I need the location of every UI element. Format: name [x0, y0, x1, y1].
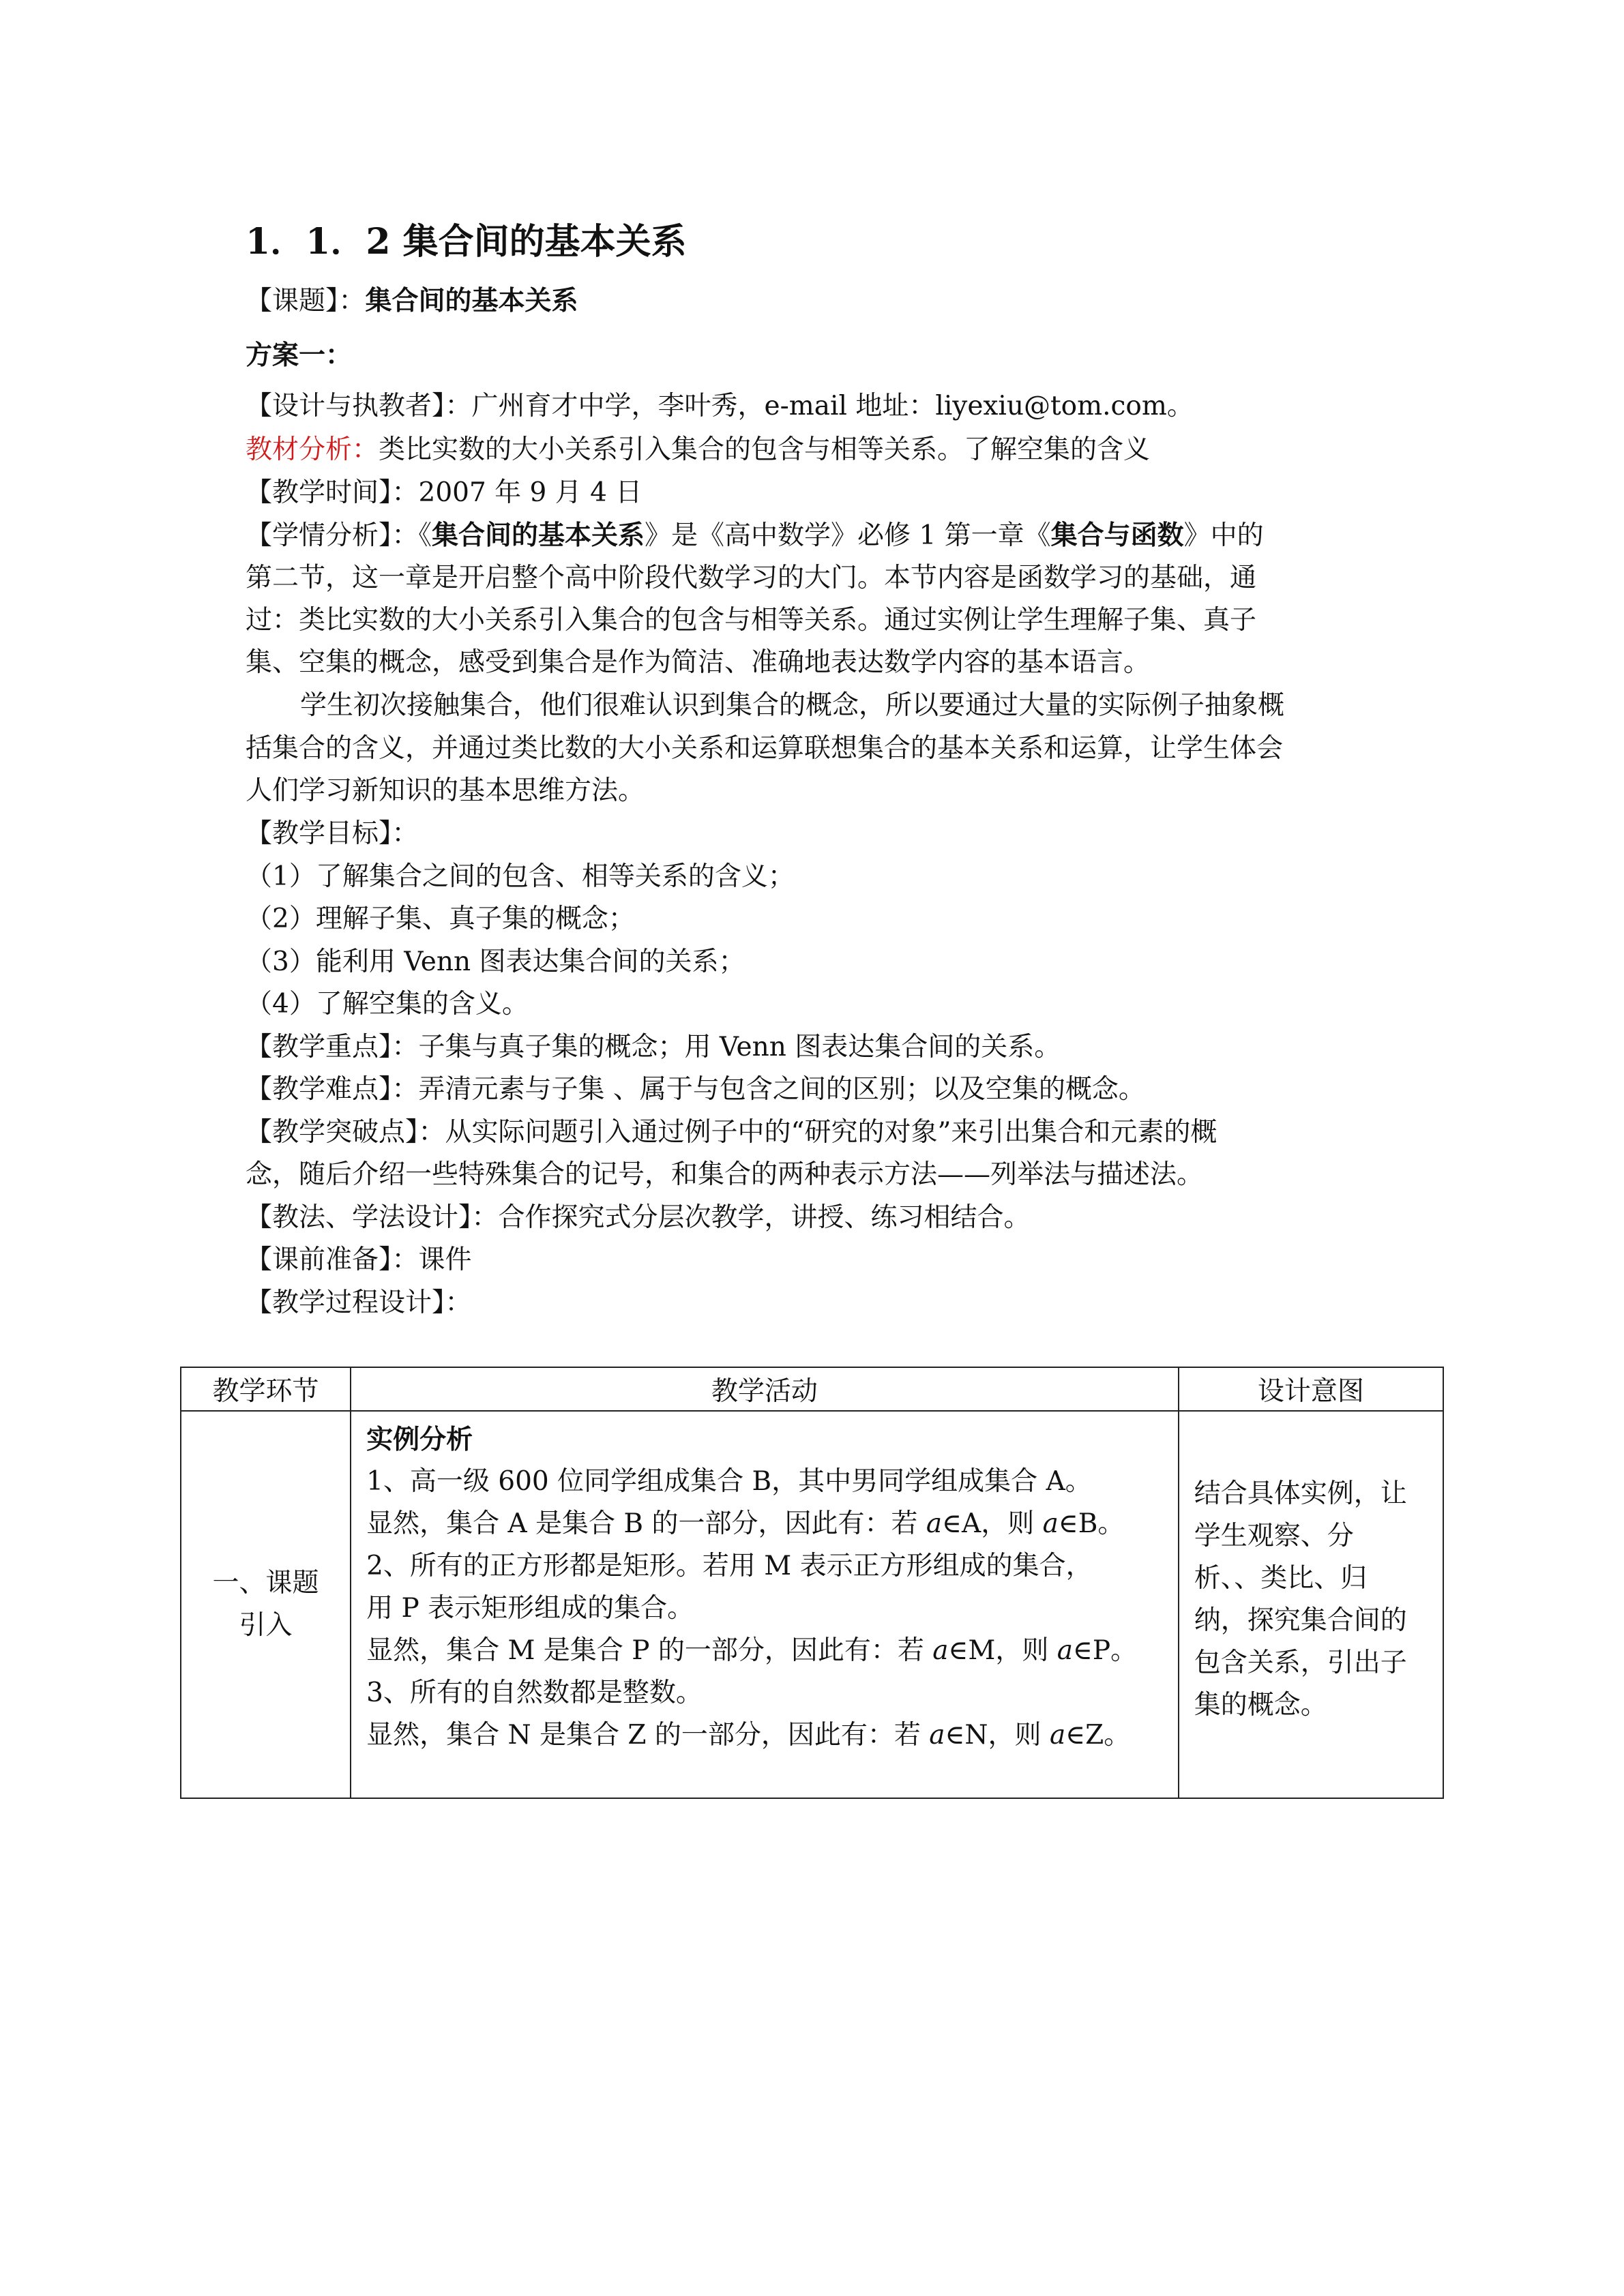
activity-text: ∈Z。: [1065, 1720, 1131, 1750]
learner-text: 《: [418, 520, 432, 551]
activity-text: ∈M，则: [948, 1635, 1057, 1666]
learner-para2-line-1: 学生初次接触集合，他们很难认识到集合的概念，所以要通过大量的实际例子抽象概: [300, 690, 1285, 721]
key-points-value: 子集与真子集的概念；用 Venn 图表达集合间的关系。: [418, 1032, 1061, 1062]
methods-line: [246, 1204, 1031, 1231]
learner-para2-line-2: 括集合的含义，并通过类比数的大小关系和运算联想集合的基本关系和运算，让学生体会: [246, 733, 1284, 764]
material-analysis-label: 教材分析：: [246, 434, 379, 465]
learner-text: 》是《高中数学》必修 1 第一章《: [645, 520, 1051, 551]
activity-line-3: 2、所有的正方形都是矩形。若用 M 表示正方形组成的集合，: [366, 1551, 1093, 1581]
activity-line-6: 3、所有的自然数都是整数。: [366, 1678, 703, 1708]
header-activity: 教学活动: [351, 1367, 1179, 1411]
activity-text: ∈N，则: [945, 1720, 1050, 1750]
goal-item-3: （3）能利用 Venn 图表达集合间的关系；: [246, 946, 745, 977]
activity-text: ∈A，则: [942, 1508, 1043, 1539]
intent-line-4: 纳，探究集合间的: [1194, 1605, 1407, 1636]
goals-label: 【教学目标】：: [246, 818, 419, 849]
key-points-line: [246, 1034, 1061, 1060]
material-analysis-value: 类比实数的大小关系引入集合的包含与相等关系。了解空集的含义: [379, 434, 1151, 465]
activity-text: ∈P。: [1072, 1635, 1138, 1666]
page-title: 1．1．2 集合间的基本关系: [246, 221, 687, 263]
methods-value: 合作探究式分层次教学，讲授、练习相结合。: [498, 1202, 1031, 1233]
preparation-value: 课件: [418, 1244, 472, 1275]
table-header-row: [181, 1367, 1443, 1411]
goal-item-2: （2）理解子集、真子集的概念；: [246, 904, 635, 934]
activity-text: 显然，集合 M 是集合 P 的一部分，因此有：若: [366, 1635, 933, 1666]
stage-cell: [181, 1411, 351, 1798]
activity-text: 显然，集合 A 是集合 B 的一部分，因此有：若: [366, 1508, 926, 1539]
learner-bold-title: 集合间的基本关系: [432, 520, 645, 551]
methods-label: 【教法、学法设计】：: [246, 1202, 499, 1233]
activity-line-7: [366, 1714, 1166, 1757]
breakthrough-line-1: [246, 1119, 1217, 1146]
breakthrough-value: 从实际问题引入通过例子中的“研究的对象”来引出集合和元素的概: [445, 1117, 1217, 1148]
teaching-time-value: 2007 年 9 月 4 日: [418, 477, 643, 508]
designer-label: 【设计与执教者】：: [246, 391, 472, 421]
activity-line-1: 1、高一级 600 位同学组成集合 B，其中男同学组成集合 A。: [366, 1466, 1092, 1497]
stage-line-1: 一、课题: [212, 1568, 319, 1598]
stage-line-2: 引入: [239, 1610, 293, 1641]
activity-line-4: 用 P 表示矩形组成的集合。: [366, 1593, 694, 1624]
topic-value: 集合间的基本关系: [365, 285, 578, 316]
goal-item-4: （4）了解空集的含义。: [246, 989, 529, 1019]
intent-line-3: 析、、类比、归: [1194, 1563, 1368, 1594]
breakthrough-label: 【教学突破点】：: [246, 1117, 445, 1148]
learner-analysis-label: 【学情分析】：: [246, 520, 419, 551]
intent-cell: [1179, 1411, 1443, 1798]
element-variable: a: [1042, 1508, 1059, 1539]
activity-text: 显然，集合 N 是集合 Z 的一部分，因此有：若: [366, 1720, 930, 1750]
learner-bold-chapter: 集合与函数: [1050, 520, 1184, 551]
designer-value: 广州育才中学，李叶秀，e-mail 地址：liyexiu@tom.com。: [471, 391, 1194, 421]
element-variable: a: [926, 1508, 943, 1539]
intent-line-1: 结合具体实例，让: [1194, 1478, 1407, 1509]
element-variable: a: [932, 1635, 949, 1666]
material-analysis-line: [246, 436, 1150, 463]
difficulties-label: 【教学难点】：: [246, 1074, 419, 1105]
breakthrough-line-2: 念，随后介绍一些特殊集合的记号，和集合的两种表示方法——列举法与描述法。: [246, 1159, 1204, 1190]
learner-analysis-line-4: 集、空集的概念，感受到集合是作为简洁、准确地表达数学内容的基本语言。: [246, 647, 1151, 678]
element-variable: a: [1049, 1720, 1066, 1750]
preparation-line: [246, 1244, 472, 1275]
plan-label: 方案一：: [246, 340, 353, 371]
goal-item-1: （1）了解集合之间的包含、相等关系的含义；: [246, 861, 795, 892]
difficulties-line: [246, 1076, 1145, 1103]
activity-cell: [351, 1411, 1179, 1798]
activity-text: ∈B。: [1058, 1508, 1125, 1539]
element-variable: a: [929, 1720, 945, 1750]
key-points-label: 【教学重点】：: [246, 1032, 419, 1062]
process-label: 【教学过程设计】：: [246, 1287, 472, 1318]
intent-line-6: 集的概念。: [1194, 1690, 1327, 1720]
header-intent: 设计意图: [1179, 1367, 1443, 1411]
activity-line-2: [366, 1503, 1166, 1545]
learner-analysis-line-1: [246, 522, 1264, 549]
learner-para2-line-3: 人们学习新知识的基本思维方法。: [246, 775, 645, 806]
designer-line: [246, 393, 1194, 419]
difficulties-value: 弄清元素与子集 、属于与包含之间的区别；以及空集的概念。: [418, 1074, 1145, 1105]
topic-line: [246, 285, 578, 316]
learner-text: 》中的: [1183, 520, 1264, 551]
intent-line-5: 包含关系，引出子: [1194, 1648, 1407, 1678]
table-row: [181, 1411, 1443, 1798]
teaching-time-line: [246, 479, 642, 506]
teaching-time-label: 【教学时间】：: [246, 477, 419, 508]
intent-line-2: 学生观察、分: [1194, 1521, 1354, 1551]
activity-line-5: [366, 1630, 1166, 1672]
element-variable: a: [1057, 1635, 1073, 1666]
activity-title: 实例分析: [366, 1424, 473, 1455]
header-stage: 教学环节: [181, 1367, 351, 1411]
teaching-process-table: [180, 1367, 1444, 1799]
topic-label: 【课题】：: [246, 286, 366, 316]
learner-analysis-line-2: 第二节，这一章是开启整个高中阶段代数学习的大门。本节内容是函数学习的基础，通: [246, 563, 1257, 593]
preparation-label: 【课前准备】：: [246, 1244, 419, 1275]
learner-analysis-line-3: 过：类比实数的大小关系引入集合的包含与相等关系。通过实例让学生理解子集、真子: [246, 605, 1257, 636]
